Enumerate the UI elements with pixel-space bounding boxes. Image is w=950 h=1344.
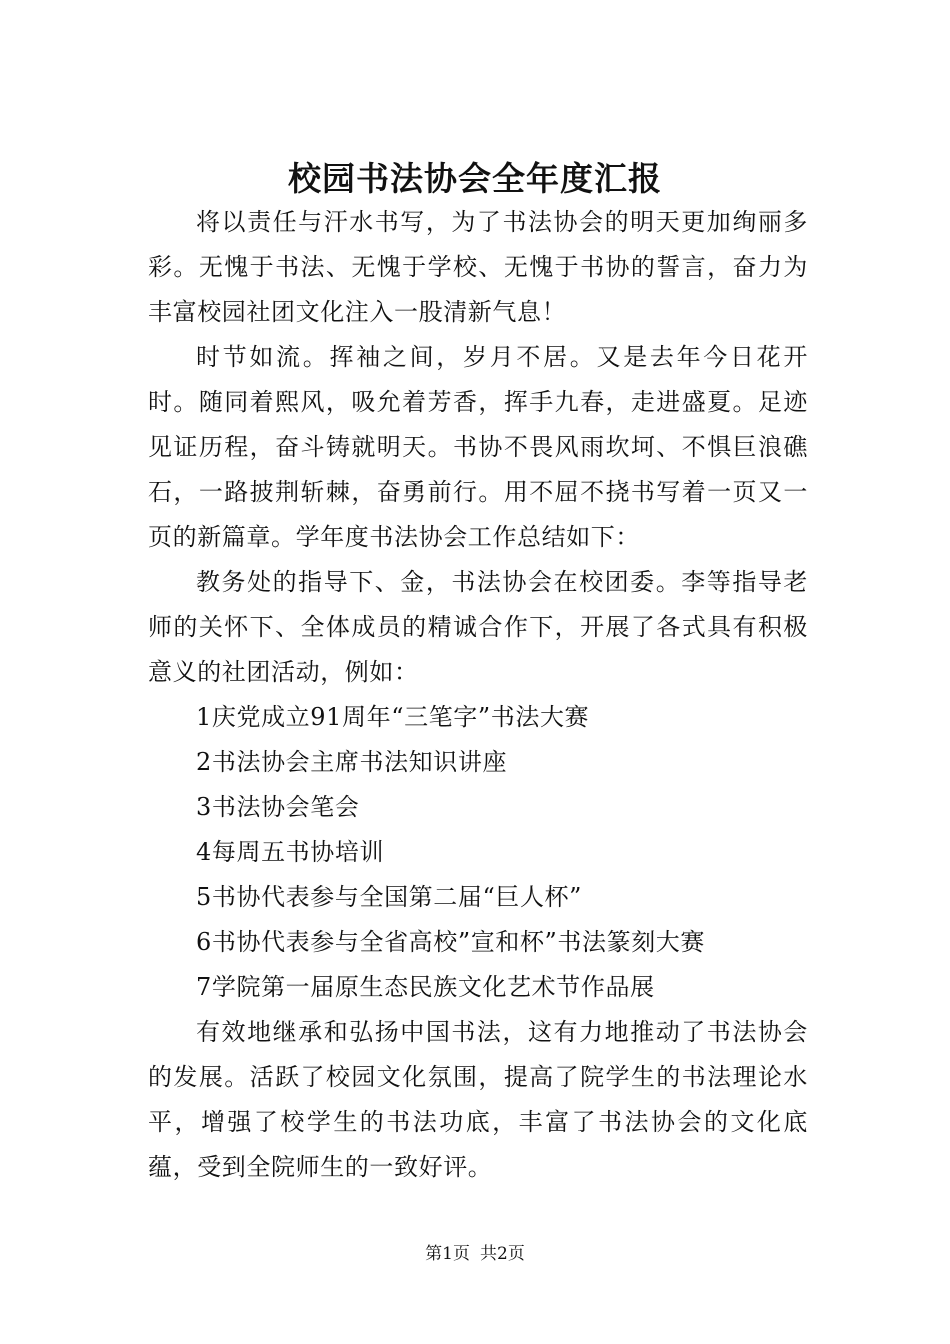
activity-item-3: 3书法协会笔会 [196, 793, 360, 821]
activity-item-2: 2书法协会主席书法知识讲座 [196, 748, 508, 776]
intro-paragraph-1: 将以责任与汗水书写，为了书法协会的明天更加绚丽多彩。无愧于书法、无愧于学校、无愧于书协的誓言，奋力为丰富校园社团文化注入一股清新气息！ [148, 208, 808, 326]
page-number: 第1页 [425, 1244, 470, 1264]
document-body [148, 200, 808, 1190]
page-total: 共2页 [480, 1244, 525, 1264]
activity-item-1: 1庆党成立91周年“三笔字”书法大赛 [196, 703, 590, 731]
activity-item-6: 6书协代表参与全省高校”宣和杯”书法篆刻大赛 [196, 928, 706, 956]
document-title: 校园书法协会全年度汇报 [288, 159, 662, 199]
page-footer [0, 1242, 950, 1266]
intro-paragraph-3: 教务处的指导下、金，书法协会在校团委。李等指导老师的关怀下、全体成员的精诚合作下，开展了各式具有积极意义的社团活动，例如： [148, 568, 808, 686]
activity-item-7: 7学院第一届原生态民族文化艺术节作品展 [196, 973, 655, 1001]
activity-item-5: 5书协代表参与全国第二届“巨人杯” [196, 883, 583, 911]
intro-paragraph-2: 时节如流。挥袖之间，岁月不居。又是去年今日花开时。随同着熙风，吸允着芳香，挥手九春，走进盛夏。足迹见证历程，奋斗铸就明天。书协不畏风雨坎坷、不惧巨浪礁石，一路披荆斩棘，奋勇前行。用不屈不挠书写着一页又一页的新篇章。学年度书法协会工作总结如下： [148, 343, 808, 551]
closing-paragraph: 有效地继承和弘扬中国书法，这有力地推动了书法协会的发展。活跃了校园文化氛围，提高了院学生的书法理论水平，增强了校学生的书法功底，丰富了书法协会的文化底蕴，受到全院师生的一致好评。 [148, 1018, 808, 1181]
activity-list [148, 695, 808, 1010]
activity-item-4: 4每周五书协培训 [196, 838, 385, 866]
